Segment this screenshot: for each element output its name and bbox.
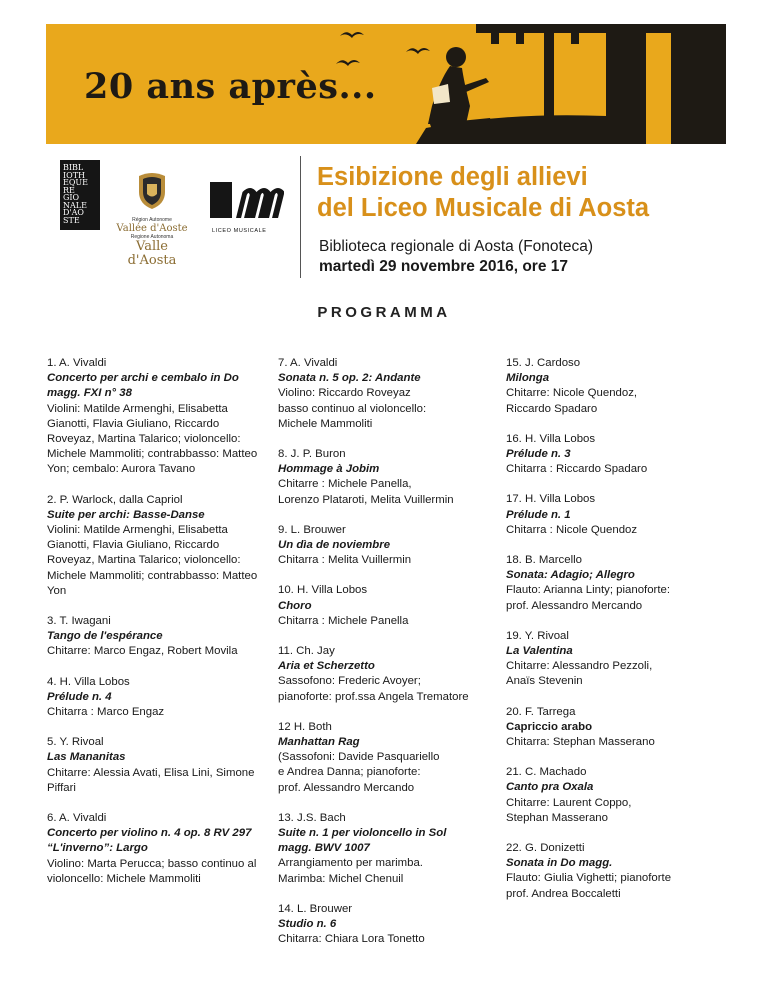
program-item xyxy=(278,811,473,887)
program-item xyxy=(278,720,473,796)
biblioteca-logo-text: EQUE xyxy=(63,178,88,187)
program-item-title: Capriccio arabo xyxy=(506,720,593,733)
program-item xyxy=(506,432,721,478)
program-item xyxy=(278,447,473,508)
program-item-composer: 7. A. Vivaldi xyxy=(278,357,338,369)
program-item-performers: Violino: Riccardo Roveyaz basso continuo al violoncello: Michele Mammoliti xyxy=(278,387,427,430)
liceo-logo-label: LICEO MUSICALE xyxy=(212,228,267,234)
program-item-performers: Chitarra : Riccardo Spadaro xyxy=(506,463,648,476)
program-item-performers: Chitarra : Melita Vuillermin xyxy=(278,554,412,567)
region-name-it: Valle d'Aosta xyxy=(127,239,177,268)
program-item-title: Sonata in Do magg. xyxy=(506,857,613,870)
program-item-composer: 11. Ch. Jay xyxy=(278,645,335,658)
biblioteca-logo xyxy=(60,160,100,230)
program-item-title: Prélude n. 3 xyxy=(506,448,571,461)
program-item-performers: Chitarre : Michele Panella, Lorenzo Plataroti, Melita Vuillermin xyxy=(278,478,454,506)
program-item xyxy=(506,356,721,417)
program-item-composer: 12 H. Both xyxy=(278,720,332,733)
program-item xyxy=(506,705,721,751)
program-item-title: Choro xyxy=(278,599,312,612)
program-item xyxy=(47,811,259,887)
program-item-performers: Sassofono: Frederic Avoyer; pianoforte: prof.ssa Angela Trematore xyxy=(278,675,469,703)
program-item-composer: 20. F. Tarrega xyxy=(506,705,576,718)
program-item-title: Milonga xyxy=(506,372,550,385)
program-item-composer: 15. J. Cardoso xyxy=(506,357,581,369)
program-item-title: Las Mananitas xyxy=(47,751,126,764)
event-details xyxy=(319,237,593,277)
program-item-composer: 22. G. Donizetti xyxy=(506,842,585,855)
program-item-composer: 19. Y. Rivoal xyxy=(506,629,569,642)
program-item-title: Sonata: Adagio; Allegro xyxy=(506,569,635,582)
program-item-composer: 8. J. P. Buron xyxy=(278,448,346,461)
program-item-performers: Chitarre: Nicole Quendoz, Riccardo Spadaro xyxy=(506,387,638,415)
program-item-title: Hommage à Jobim xyxy=(278,463,380,476)
program-item-composer: 18. B. Marcello xyxy=(506,554,582,567)
program-item-composer: 2. P. Warlock, dalla Capriol xyxy=(47,493,183,506)
program-item-performers: Violino: Marta Perucca; basso continuo al violoncello: Michele Mammoliti xyxy=(47,857,257,885)
event-heading-line-2: del Liceo Musicale di Aosta xyxy=(317,194,650,222)
program-item-title: Aria et Scherzetto xyxy=(278,660,375,673)
program-item-composer: 14. L. Brouwer xyxy=(278,902,353,915)
program-item-title: Prélude n. 1 xyxy=(506,508,571,521)
banner-title: 20 ans après... xyxy=(84,66,377,107)
event-venue: Biblioteca regionale di Aosta (Fonoteca) xyxy=(319,238,593,255)
program-item xyxy=(278,356,473,432)
program-item-composer: 16. H. Villa Lobos xyxy=(506,432,596,445)
program-item xyxy=(506,553,721,614)
program-item-composer: 4. H. Villa Lobos xyxy=(47,675,130,688)
program-item-composer: 5. Y. Rivoal xyxy=(47,736,104,749)
program-item-performers: Chitarra : Marco Engaz xyxy=(47,706,165,719)
program-item xyxy=(47,493,259,599)
program-item-title: Sonata n. 5 op. 2: Andante xyxy=(278,372,421,385)
biblioteca-logo-text: NALE xyxy=(63,200,87,210)
program-item-title: Canto pra Oxala xyxy=(506,781,594,794)
program-item-title: Studio n. 6 xyxy=(278,918,337,931)
liceo-musicale-logo xyxy=(206,178,284,234)
program-item-composer: 10. H. Villa Lobos xyxy=(278,584,368,597)
program-item-performers: Arrangiamento per marimba. Marimba: Michel Chenuil xyxy=(278,857,423,885)
program-item-title: Un dìa de noviembre xyxy=(278,539,391,552)
program-item-performers: Chitarra: Chiara Lora Tonetto xyxy=(278,933,425,946)
program-item-composer: 6. A. Vivaldi xyxy=(47,812,107,825)
region-shield-icon xyxy=(135,170,169,210)
program-item-performers: Chitarre: Alessia Avati, Elisa Lini, Simone Piffari xyxy=(47,766,255,794)
event-date: martedì 29 novembre 2016, ore 17 xyxy=(319,258,568,275)
biblioteca-logo-text: D'AO xyxy=(63,208,84,217)
program-item-performers: Violini: Matilde Armenghi, Elisabetta Gianotti, Flavia Giuliano, Riccardo Roveyaz, Martina Talarico; violoncello: Michele Mammoliti; contrabbasso: Matteo Yon xyxy=(47,524,258,597)
logos-row xyxy=(60,160,285,270)
biblioteca-logo-text: IOTH xyxy=(63,170,86,180)
biblioteca-logo-text: GIO xyxy=(63,193,80,202)
program-item-performers: Violini: Matilde Armenghi, Elisabetta Gianotti, Flavia Giuliano, Riccardo Roveyaz, Martina Talarico; violoncello: Michele Mammoliti; contrabbasso: Matteo Yon; cembalo: Aurora Tavano xyxy=(47,402,258,476)
program-item xyxy=(506,841,721,902)
biblioteca-logo-text: STE xyxy=(63,215,80,225)
program-item-composer: 1. A. Vivaldi xyxy=(47,357,107,369)
program-item xyxy=(47,675,259,721)
program-item-performers: Chitarre: Laurent Coppo, Stephan Masserano xyxy=(506,796,632,824)
program-item-composer: 9. L. Brouwer xyxy=(278,523,346,536)
region-label-fr: Région Autonome xyxy=(132,217,172,223)
program-item xyxy=(506,629,721,690)
biblioteca-logo-text: BIBL xyxy=(63,163,84,172)
program-item-title: Suite n. 1 per violoncello in Sol magg. BWV 1007 xyxy=(278,827,447,855)
event-heading xyxy=(317,162,649,224)
program-item-composer: 3. T. Iwagani xyxy=(47,615,111,628)
program-item xyxy=(47,614,259,660)
program-item xyxy=(278,644,473,705)
program-item-performers: Chitarra: Stephan Masserano xyxy=(506,736,655,749)
program-item-composer: 21. C. Machado xyxy=(506,766,587,779)
program-item xyxy=(278,583,473,629)
program-item xyxy=(47,735,259,796)
event-heading-line-1: Esibizione degli allievi xyxy=(317,163,588,191)
program-item-title: Concerto per archi e cembalo in Do magg. FXI n° 38 xyxy=(47,372,239,400)
region-logo xyxy=(112,170,192,268)
program-item-title: Prélude n. 4 xyxy=(47,690,112,703)
program-item-performers: Chitarre: Marco Engaz, Robert Movila xyxy=(47,645,238,658)
region-name-fr: Vallée d'Aoste xyxy=(116,223,188,234)
program-item-title: Tango de l'espérance xyxy=(47,630,163,643)
program-column-1 xyxy=(47,356,259,902)
program-column-3 xyxy=(506,356,721,917)
program-item-performers: (Sassofoni: Davide Pasquariello e Andrea Danna; pianoforte: prof. Alessandro Mercando xyxy=(278,751,440,794)
program-item-performers: Flauto: Giulia Vighetti; pianoforte prof. Andrea Boccaletti xyxy=(506,872,672,900)
program-item-composer: 13. J.S. Bach xyxy=(278,811,346,824)
program-column-2 xyxy=(278,356,473,963)
program-item xyxy=(506,492,721,538)
program-item-title: Concerto per violino n. 4 op. 8 RV 297 “L'inverno”: Largo xyxy=(47,827,252,855)
program-item xyxy=(47,356,259,478)
program-item-performers: Chitarra : Nicole Quendoz xyxy=(506,523,638,536)
program-item-composer: 17. H. Villa Lobos xyxy=(506,493,596,506)
liceo-mark-icon xyxy=(206,178,284,224)
region-label-it: Regione Autonoma xyxy=(130,234,174,240)
program-item-performers: Flauto: Arianna Linty; pianoforte: prof. Alessandro Mercando xyxy=(506,584,671,612)
header-banner xyxy=(46,24,726,144)
program-item-title: La Valentina xyxy=(506,645,573,658)
programma-title: PROGRAMMA xyxy=(317,304,451,321)
program-item-title: Manhattan Rag xyxy=(278,736,360,749)
program-item xyxy=(506,765,721,826)
program-item-title: Suite per archi: Basse-Danse xyxy=(47,508,205,521)
program-item xyxy=(278,523,473,569)
biblioteca-logo-text: RE xyxy=(63,185,75,195)
program-item-performers: Chitarra : Michele Panella xyxy=(278,614,409,627)
vertical-divider xyxy=(300,156,301,278)
program-item-performers: Chitarre: Alessandro Pezzoli, Anaïs Stevenin xyxy=(506,660,653,688)
program-item xyxy=(278,902,473,948)
